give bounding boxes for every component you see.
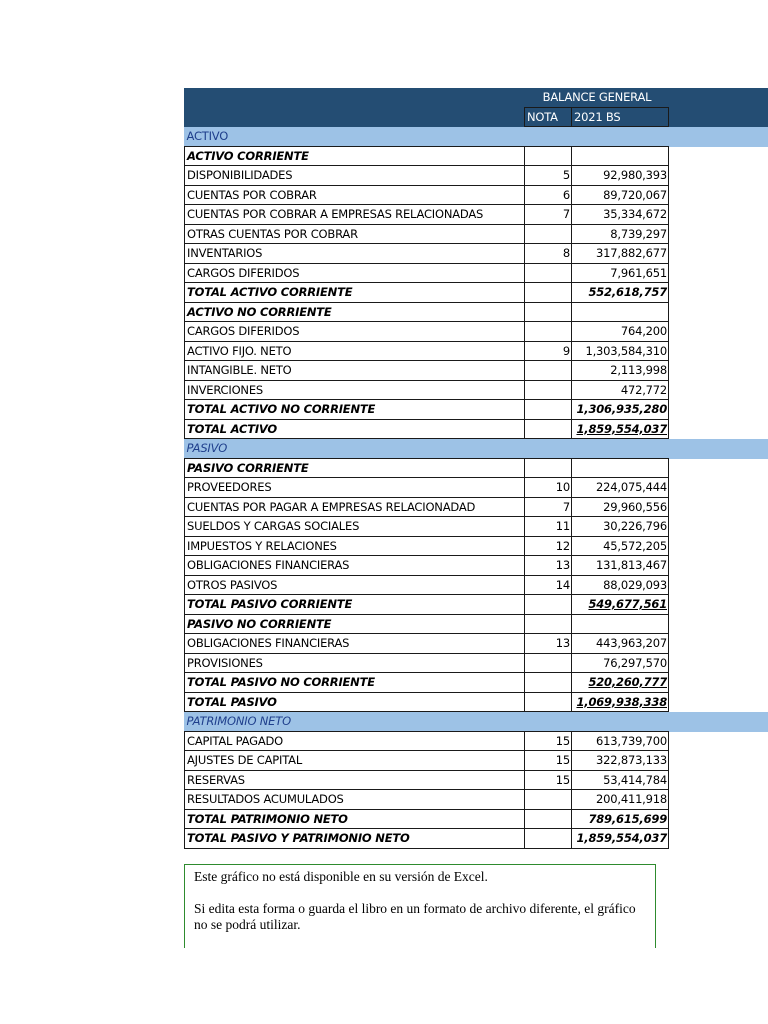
total-row [185, 829, 669, 849]
section-row [185, 712, 669, 732]
row-value: 613,739,700 [572, 731, 669, 751]
row-nota [525, 224, 572, 244]
table-row [185, 536, 669, 556]
row-label: TOTAL PATRIMONIO NETO [185, 809, 525, 829]
row-label: ACTIVO NO CORRIENTE [185, 302, 525, 322]
row-label: PASIVO CORRIENTE [185, 458, 525, 478]
title-row [185, 88, 669, 107]
row-value: 92,980,393 [572, 166, 669, 186]
row-nota [525, 790, 572, 810]
row-nota: 10 [525, 478, 572, 498]
nota-header: NOTA [525, 107, 572, 127]
table-row [185, 751, 669, 771]
row-nota [525, 361, 572, 381]
subheading-row [185, 302, 669, 322]
row-nota [525, 692, 572, 712]
row-label: CUENTAS POR COBRAR [185, 185, 525, 205]
row-label: OTRAS CUENTAS POR COBRAR [185, 224, 525, 244]
sheet-title: BALANCE GENERAL [542, 90, 652, 104]
row-value: 8,739,297 [572, 224, 669, 244]
row-label: PASIVO NO CORRIENTE [185, 614, 525, 634]
section-row [185, 127, 669, 147]
section-label: ACTIVO [186, 129, 229, 143]
row-value: 472,772 [572, 380, 669, 400]
row-value [572, 302, 669, 322]
table-row [185, 380, 669, 400]
row-nota [525, 458, 572, 478]
total-row [185, 595, 669, 615]
total-row [185, 809, 669, 829]
chart-unavailable-notice[interactable] [184, 864, 656, 948]
table-row [185, 361, 669, 381]
row-value: 520,260,777 [572, 673, 669, 693]
row-label: PROVISIONES [185, 653, 525, 673]
row-label: CARGOS DIFERIDOS [185, 322, 525, 342]
row-label: PROVEEDORES [185, 478, 525, 498]
table-row [185, 322, 669, 342]
total-row [185, 283, 669, 303]
row-value: 552,618,757 [572, 283, 669, 303]
total-row [185, 692, 669, 712]
row-label: DISPONIBILIDADES [185, 166, 525, 186]
row-label: CARGOS DIFERIDOS [185, 263, 525, 283]
table-row [185, 185, 669, 205]
row-label: OTROS PASIVOS [185, 575, 525, 595]
row-value: 35,334,672 [572, 205, 669, 225]
row-label: IMPUESTOS Y RELACIONES [185, 536, 525, 556]
table-row [185, 497, 669, 517]
row-label: TOTAL ACTIVO [185, 419, 525, 439]
row-nota: 6 [525, 185, 572, 205]
balance-sheet-table [184, 88, 669, 849]
row-label: RESULTADOS ACUMULADOS [185, 790, 525, 810]
header-row [185, 107, 669, 127]
row-nota [525, 263, 572, 283]
row-nota: 12 [525, 536, 572, 556]
row-value: 789,615,699 [572, 809, 669, 829]
row-label: INVERCIONES [185, 380, 525, 400]
row-value: 30,226,796 [572, 517, 669, 537]
row-value: 45,572,205 [572, 536, 669, 556]
notice-line-2: Si edita esta forma o guarda el libro en un formato de archivo diferente, el gráfico no se podrá utilizar. [194, 901, 636, 932]
row-nota [525, 419, 572, 439]
subheading-row [185, 614, 669, 634]
row-nota: 15 [525, 731, 572, 751]
table-row [185, 224, 669, 244]
row-label: RESERVAS [185, 770, 525, 790]
table-row [185, 341, 669, 361]
row-value [572, 458, 669, 478]
subheading-row [185, 458, 669, 478]
row-value: 200,411,918 [572, 790, 669, 810]
row-label: INTANGIBLE. NETO [185, 361, 525, 381]
table-row [185, 244, 669, 264]
row-value: 76,297,570 [572, 653, 669, 673]
row-value: 1,306,935,280 [572, 400, 669, 420]
table-row [185, 263, 669, 283]
row-nota: 8 [525, 244, 572, 264]
table-row [185, 731, 669, 751]
total-row [185, 400, 669, 420]
row-value: 317,882,677 [572, 244, 669, 264]
table-row [185, 166, 669, 186]
table-row [185, 517, 669, 537]
table-row [185, 653, 669, 673]
row-label: SUELDOS Y CARGAS SOCIALES [185, 517, 525, 537]
row-nota: 5 [525, 166, 572, 186]
row-value: 2,113,998 [572, 361, 669, 381]
row-nota [525, 614, 572, 634]
row-nota [525, 653, 572, 673]
table-row [185, 478, 669, 498]
row-label: ACTIVO FIJO. NETO [185, 341, 525, 361]
row-nota [525, 380, 572, 400]
row-label: TOTAL PASIVO [185, 692, 525, 712]
row-value: 764,200 [572, 322, 669, 342]
table-row [185, 790, 669, 810]
row-nota: 7 [525, 497, 572, 517]
row-label: AJUSTES DE CAPITAL [185, 751, 525, 771]
row-value: 29,960,556 [572, 497, 669, 517]
row-nota: 7 [525, 205, 572, 225]
row-nota: 14 [525, 575, 572, 595]
total-row [185, 419, 669, 439]
table-row [185, 556, 669, 576]
table-row [185, 770, 669, 790]
row-value: 1,303,584,310 [572, 341, 669, 361]
row-nota [525, 146, 572, 166]
row-nota: 11 [525, 517, 572, 537]
subheading-row [185, 146, 669, 166]
row-value [572, 146, 669, 166]
row-nota: 9 [525, 341, 572, 361]
table-row [185, 634, 669, 654]
row-value: 88,029,093 [572, 575, 669, 595]
row-label: OBLIGACIONES FINANCIERAS [185, 634, 525, 654]
row-nota: 13 [525, 556, 572, 576]
value-header: 2021 BS [572, 107, 669, 127]
row-nota: 15 [525, 751, 572, 771]
row-value: 131,813,467 [572, 556, 669, 576]
section-row [185, 439, 669, 459]
row-value: 1,859,554,037 [572, 419, 669, 439]
row-label: TOTAL PASIVO NO CORRIENTE [185, 673, 525, 693]
row-value: 443,963,207 [572, 634, 669, 654]
table-row [185, 575, 669, 595]
row-value [572, 614, 669, 634]
row-nota: 15 [525, 770, 572, 790]
row-label: ACTIVO CORRIENTE [185, 146, 525, 166]
table-row [185, 205, 669, 225]
section-label: PASIVO [186, 441, 228, 455]
row-nota [525, 595, 572, 615]
row-label: TOTAL ACTIVO CORRIENTE [185, 283, 525, 303]
row-label: CUENTAS POR COBRAR A EMPRESAS RELACIONADAS [185, 205, 525, 225]
row-nota [525, 322, 572, 342]
row-value: 53,414,784 [572, 770, 669, 790]
row-nota [525, 400, 572, 420]
row-nota [525, 283, 572, 303]
row-nota [525, 809, 572, 829]
row-value: 1,069,938,338 [572, 692, 669, 712]
row-label: TOTAL PASIVO CORRIENTE [185, 595, 525, 615]
row-value: 7,961,651 [572, 263, 669, 283]
row-value: 322,873,133 [572, 751, 669, 771]
total-row [185, 673, 669, 693]
row-label: INVENTARIOS [185, 244, 525, 264]
row-nota [525, 673, 572, 693]
row-nota [525, 829, 572, 849]
row-value: 1,859,554,037 [572, 829, 669, 849]
row-value: 89,720,067 [572, 185, 669, 205]
row-nota: 13 [525, 634, 572, 654]
row-label: CAPITAL PAGADO [185, 731, 525, 751]
row-label: OBLIGACIONES FINANCIERAS [185, 556, 525, 576]
notice-line-1: Este gráfico no está disponible en su versión de Excel. [194, 869, 488, 884]
section-label: PATRIMONIO NETO [186, 714, 291, 728]
row-label: CUENTAS POR PAGAR A EMPRESAS RELACIONADAD [185, 497, 525, 517]
row-nota [525, 302, 572, 322]
row-label: TOTAL ACTIVO NO CORRIENTE [185, 400, 525, 420]
row-label: TOTAL PASIVO Y PATRIMONIO NETO [185, 829, 525, 849]
row-value: 549,677,561 [572, 595, 669, 615]
row-value: 224,075,444 [572, 478, 669, 498]
